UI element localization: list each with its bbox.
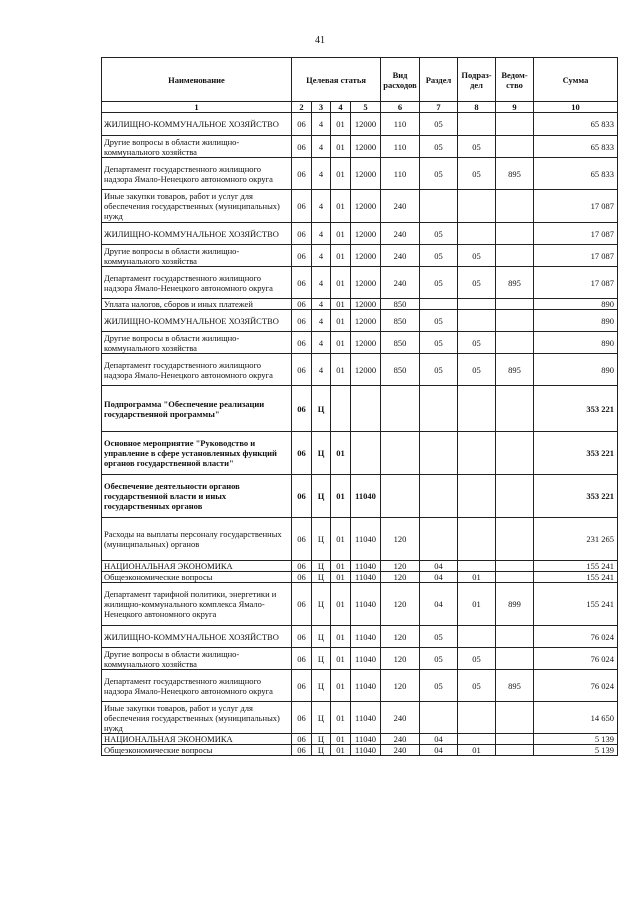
subsection-cell [458, 386, 496, 432]
target-code-cell: 06 [292, 190, 312, 223]
table-row [102, 386, 618, 432]
target-code-cell: 01 [331, 626, 351, 648]
target-code-cell: Ц [312, 670, 331, 702]
target-code-cell: 01 [331, 245, 351, 267]
target-code-cell: 06 [292, 299, 312, 310]
target-code-cell: 01 [331, 332, 351, 354]
dept-cell [496, 113, 534, 136]
sum-cell: 353 221 [534, 475, 618, 518]
row-name-cell: Департамент государственного жилищного надзора Ямало-Ненецкого автономного округа [102, 670, 292, 702]
target-code-cell: 12000 [351, 223, 381, 245]
target-code-cell: 11040 [351, 475, 381, 518]
section-cell: 04 [420, 583, 458, 626]
target-code-cell: 01 [331, 113, 351, 136]
target-code-cell: 12000 [351, 190, 381, 223]
dept-cell [496, 299, 534, 310]
target-code-cell [351, 432, 381, 475]
table-header [102, 58, 618, 102]
subsection-cell [458, 475, 496, 518]
target-code-cell: 11040 [351, 734, 381, 745]
sum-cell: 17 087 [534, 245, 618, 267]
dept-cell [496, 702, 534, 734]
target-code-cell: 01 [331, 745, 351, 756]
table-row [102, 648, 618, 670]
index-cell: 7 [420, 102, 458, 113]
target-code-cell: 06 [292, 113, 312, 136]
target-code-cell: Ц [312, 572, 331, 583]
section-cell: 04 [420, 561, 458, 572]
exp-type-cell: 240 [381, 223, 420, 245]
subsection-cell: 05 [458, 245, 496, 267]
dept-cell [496, 310, 534, 332]
subsection-cell [458, 190, 496, 223]
index-row [102, 102, 618, 113]
subsection-cell [458, 299, 496, 310]
dept-cell [496, 475, 534, 518]
row-name-cell: Департамент тарифной политики, энергетики и жилищно-коммунального комплекса Ямало-Ненецкого автономного округа [102, 583, 292, 626]
subsection-cell [458, 626, 496, 648]
subsection-cell: 05 [458, 332, 496, 354]
exp-type-cell: 110 [381, 158, 420, 190]
target-code-cell: 12000 [351, 136, 381, 158]
dept-cell [496, 745, 534, 756]
index-cell: 9 [496, 102, 534, 113]
section-cell [420, 190, 458, 223]
subsection-cell: 01 [458, 583, 496, 626]
target-code-cell: 4 [312, 299, 331, 310]
target-code-cell: 06 [292, 572, 312, 583]
index-cell: 1 [102, 102, 292, 113]
header-exp-type: Вид расходов [381, 58, 420, 102]
table-row [102, 190, 618, 223]
index-cell: 3 [312, 102, 331, 113]
target-code-cell: 01 [331, 267, 351, 299]
target-code-cell: 06 [292, 136, 312, 158]
subsection-cell: 05 [458, 158, 496, 190]
target-code-cell: 06 [292, 223, 312, 245]
target-code-cell: Ц [312, 745, 331, 756]
page-number: 41 [315, 35, 325, 46]
target-code-cell: 01 [331, 475, 351, 518]
exp-type-cell [381, 386, 420, 432]
target-code-cell: 06 [292, 267, 312, 299]
target-code-cell: 06 [292, 670, 312, 702]
target-code-cell: Ц [312, 386, 331, 432]
dept-cell [496, 332, 534, 354]
sum-cell: 5 139 [534, 745, 618, 756]
target-code-cell: 12000 [351, 310, 381, 332]
exp-type-cell: 120 [381, 518, 420, 561]
subsection-cell: 05 [458, 267, 496, 299]
table-row [102, 561, 618, 572]
section-cell: 05 [420, 223, 458, 245]
table-row [102, 136, 618, 158]
sum-cell: 76 024 [534, 670, 618, 702]
section-cell [420, 386, 458, 432]
target-code-cell [331, 386, 351, 432]
section-cell [420, 702, 458, 734]
exp-type-cell: 850 [381, 299, 420, 310]
target-code-cell: 01 [331, 299, 351, 310]
target-code-cell: 11040 [351, 745, 381, 756]
subsection-cell: 05 [458, 354, 496, 386]
subsection-cell [458, 518, 496, 561]
dept-cell [496, 223, 534, 245]
dept-cell [496, 432, 534, 475]
target-code-cell: 06 [292, 432, 312, 475]
dept-cell [496, 572, 534, 583]
exp-type-cell: 240 [381, 745, 420, 756]
row-name-cell: Другие вопросы в области жилищно-коммунального хозяйства [102, 332, 292, 354]
exp-type-cell: 850 [381, 310, 420, 332]
target-code-cell: 12000 [351, 299, 381, 310]
target-code-cell: 06 [292, 626, 312, 648]
sum-cell: 890 [534, 354, 618, 386]
table-row [102, 518, 618, 561]
table-row [102, 702, 618, 734]
sum-cell: 155 241 [534, 572, 618, 583]
exp-type-cell: 120 [381, 626, 420, 648]
dept-cell [496, 190, 534, 223]
table-row [102, 626, 618, 648]
target-code-cell: 11040 [351, 702, 381, 734]
target-code-cell: 12000 [351, 267, 381, 299]
index-cell: 5 [351, 102, 381, 113]
row-name-cell: НАЦИОНАЛЬНАЯ ЭКОНОМИКА [102, 561, 292, 572]
exp-type-cell: 120 [381, 583, 420, 626]
exp-type-cell: 240 [381, 267, 420, 299]
budget-table [101, 57, 618, 756]
target-code-cell: 01 [331, 572, 351, 583]
target-code-cell: 06 [292, 583, 312, 626]
sum-cell: 65 833 [534, 113, 618, 136]
section-cell: 05 [420, 267, 458, 299]
sum-cell: 155 241 [534, 561, 618, 572]
sum-cell: 890 [534, 310, 618, 332]
target-code-cell: 06 [292, 648, 312, 670]
dept-cell [496, 245, 534, 267]
target-code-cell: 4 [312, 223, 331, 245]
target-code-cell: 01 [331, 518, 351, 561]
exp-type-cell: 240 [381, 734, 420, 745]
target-code-cell: 06 [292, 702, 312, 734]
header-sum: Сумма [534, 58, 618, 102]
row-name-cell: ЖИЛИЩНО-КОММУНАЛЬНОЕ ХОЗЯЙСТВО [102, 113, 292, 136]
dept-cell: 895 [496, 354, 534, 386]
section-cell: 05 [420, 310, 458, 332]
target-code-cell: 01 [331, 648, 351, 670]
target-code-cell [351, 386, 381, 432]
target-code-cell: 12000 [351, 354, 381, 386]
sum-cell: 65 833 [534, 158, 618, 190]
subsection-cell [458, 702, 496, 734]
subsection-cell: 05 [458, 648, 496, 670]
index-cell: 10 [534, 102, 618, 113]
exp-type-cell: 850 [381, 332, 420, 354]
index-cell: 2 [292, 102, 312, 113]
target-code-cell: 06 [292, 386, 312, 432]
target-code-cell: Ц [312, 702, 331, 734]
target-code-cell: Ц [312, 648, 331, 670]
subsection-cell [458, 432, 496, 475]
table-row [102, 223, 618, 245]
row-name-cell: Другие вопросы в области жилищно-коммунального хозяйства [102, 136, 292, 158]
target-code-cell: 01 [331, 583, 351, 626]
section-cell: 04 [420, 572, 458, 583]
target-code-cell: 12000 [351, 245, 381, 267]
subsection-cell [458, 113, 496, 136]
dept-cell: 895 [496, 158, 534, 190]
dept-cell [496, 648, 534, 670]
row-name-cell: Другие вопросы в области жилищно-коммунального хозяйства [102, 245, 292, 267]
exp-type-cell: 120 [381, 572, 420, 583]
section-cell: 04 [420, 745, 458, 756]
sum-cell: 14 650 [534, 702, 618, 734]
section-cell: 05 [420, 670, 458, 702]
row-name-cell: Расходы на выплаты персоналу государственных (муниципальных) органов [102, 518, 292, 561]
target-code-cell: 4 [312, 267, 331, 299]
target-code-cell: 06 [292, 310, 312, 332]
exp-type-cell: 110 [381, 113, 420, 136]
exp-type-cell: 120 [381, 648, 420, 670]
target-code-cell: 4 [312, 332, 331, 354]
dept-cell: 895 [496, 267, 534, 299]
row-name-cell: Департамент государственного жилищного надзора Ямало-Ненецкого автономного округа [102, 158, 292, 190]
target-code-cell: 12000 [351, 113, 381, 136]
row-name-cell: Департамент государственного жилищного надзора Ямало-Ненецкого автономного округа [102, 354, 292, 386]
target-code-cell: 06 [292, 561, 312, 572]
row-name-cell: НАЦИОНАЛЬНАЯ ЭКОНОМИКА [102, 734, 292, 745]
header-dept: Ведом-ство [496, 58, 534, 102]
target-code-cell: Ц [312, 561, 331, 572]
section-cell: 05 [420, 354, 458, 386]
dept-cell: 899 [496, 583, 534, 626]
target-code-cell: 01 [331, 310, 351, 332]
sum-cell: 65 833 [534, 136, 618, 158]
exp-type-cell: 850 [381, 354, 420, 386]
sum-cell: 155 241 [534, 583, 618, 626]
section-cell: 05 [420, 332, 458, 354]
sum-cell: 353 221 [534, 432, 618, 475]
exp-type-cell [381, 432, 420, 475]
target-code-cell: Ц [312, 583, 331, 626]
target-code-cell: 06 [292, 475, 312, 518]
section-cell [420, 299, 458, 310]
exp-type-cell: 120 [381, 670, 420, 702]
subsection-cell: 05 [458, 670, 496, 702]
section-cell: 05 [420, 626, 458, 648]
target-code-cell: Ц [312, 475, 331, 518]
target-code-cell: 4 [312, 158, 331, 190]
sum-cell: 890 [534, 299, 618, 310]
target-code-cell: 11040 [351, 648, 381, 670]
row-name-cell: Обеспечение деятельности органов государственной власти и иных государственных органов [102, 475, 292, 518]
target-code-cell: Ц [312, 432, 331, 475]
header-name: Наименование [102, 58, 292, 102]
exp-type-cell: 120 [381, 561, 420, 572]
target-code-cell: 11040 [351, 561, 381, 572]
exp-type-cell: 240 [381, 245, 420, 267]
table-row [102, 299, 618, 310]
target-code-cell: 12000 [351, 332, 381, 354]
target-code-cell: 06 [292, 518, 312, 561]
sum-cell: 5 139 [534, 734, 618, 745]
target-code-cell: 4 [312, 354, 331, 386]
index-cell: 6 [381, 102, 420, 113]
target-code-cell: 06 [292, 745, 312, 756]
table-row [102, 245, 618, 267]
subsection-cell [458, 310, 496, 332]
target-code-cell: 01 [331, 702, 351, 734]
table-row [102, 734, 618, 745]
row-name-cell: Подпрограмма "Обеспечение реализации государственной программы" [102, 386, 292, 432]
subsection-cell [458, 561, 496, 572]
sum-cell: 231 265 [534, 518, 618, 561]
sum-cell: 353 221 [534, 386, 618, 432]
section-cell [420, 475, 458, 518]
target-code-cell: 01 [331, 354, 351, 386]
row-name-cell: Основное мероприятие "Руководство и управление в сфере установленных функций органов государственной власти" [102, 432, 292, 475]
section-cell: 05 [420, 136, 458, 158]
row-name-cell: Другие вопросы в области жилищно-коммунального хозяйства [102, 648, 292, 670]
section-cell: 05 [420, 648, 458, 670]
exp-type-cell: 240 [381, 702, 420, 734]
row-name-cell: ЖИЛИЩНО-КОММУНАЛЬНОЕ ХОЗЯЙСТВО [102, 223, 292, 245]
target-code-cell: 4 [312, 310, 331, 332]
header-target: Целевая статья [292, 58, 381, 102]
subsection-cell: 05 [458, 136, 496, 158]
sum-cell: 17 087 [534, 267, 618, 299]
section-cell [420, 432, 458, 475]
target-code-cell: 01 [331, 136, 351, 158]
table-row [102, 354, 618, 386]
target-code-cell: 01 [331, 158, 351, 190]
target-code-cell: 4 [312, 113, 331, 136]
target-code-cell: 01 [331, 670, 351, 702]
row-name-cell: Общеэкономические вопросы [102, 572, 292, 583]
target-code-cell: 06 [292, 158, 312, 190]
table-row [102, 745, 618, 756]
header-subsection: Подраз-дел [458, 58, 496, 102]
index-cell: 4 [331, 102, 351, 113]
subsection-cell: 01 [458, 745, 496, 756]
table-row [102, 310, 618, 332]
target-code-cell: 06 [292, 332, 312, 354]
subsection-cell [458, 223, 496, 245]
index-cell: 8 [458, 102, 496, 113]
target-code-cell: 11040 [351, 670, 381, 702]
target-code-cell: Ц [312, 518, 331, 561]
target-code-cell: 01 [331, 734, 351, 745]
subsection-cell [458, 734, 496, 745]
table-row [102, 670, 618, 702]
target-code-cell: 01 [331, 223, 351, 245]
table-row [102, 475, 618, 518]
target-code-cell: 12000 [351, 158, 381, 190]
sum-cell: 17 087 [534, 190, 618, 223]
sum-cell: 17 087 [534, 223, 618, 245]
row-name-cell: Общеэкономические вопросы [102, 745, 292, 756]
table-row [102, 583, 618, 626]
row-name-cell: ЖИЛИЩНО-КОММУНАЛЬНОЕ ХОЗЯЙСТВО [102, 626, 292, 648]
row-name-cell: Иные закупки товаров, работ и услуг для обеспечения государственных (муниципальных) нужд [102, 702, 292, 734]
row-name-cell: Иные закупки товаров, работ и услуг для обеспечения государственных (муниципальных) нужд [102, 190, 292, 223]
dept-cell [496, 386, 534, 432]
table-row [102, 158, 618, 190]
target-code-cell: 11040 [351, 518, 381, 561]
subsection-cell: 01 [458, 572, 496, 583]
table-row [102, 572, 618, 583]
exp-type-cell [381, 475, 420, 518]
target-code-cell: 4 [312, 245, 331, 267]
dept-cell [496, 626, 534, 648]
section-cell: 05 [420, 113, 458, 136]
section-cell: 05 [420, 245, 458, 267]
section-cell: 05 [420, 158, 458, 190]
sum-cell: 76 024 [534, 648, 618, 670]
target-code-cell: 4 [312, 136, 331, 158]
target-code-cell: 11040 [351, 572, 381, 583]
target-code-cell: Ц [312, 626, 331, 648]
table-row [102, 332, 618, 354]
target-code-cell: Ц [312, 734, 331, 745]
row-name-cell: Департамент государственного жилищного надзора Ямало-Ненецкого автономного округа [102, 267, 292, 299]
target-code-cell: 06 [292, 354, 312, 386]
sum-cell: 890 [534, 332, 618, 354]
dept-cell [496, 734, 534, 745]
target-code-cell: 11040 [351, 583, 381, 626]
target-code-cell: 01 [331, 432, 351, 475]
header-section: Раздел [420, 58, 458, 102]
dept-cell: 895 [496, 670, 534, 702]
exp-type-cell: 110 [381, 136, 420, 158]
table-row [102, 267, 618, 299]
dept-cell [496, 518, 534, 561]
row-name-cell: ЖИЛИЩНО-КОММУНАЛЬНОЕ ХОЗЯЙСТВО [102, 310, 292, 332]
table-row [102, 113, 618, 136]
target-code-cell: 4 [312, 190, 331, 223]
target-code-cell: 11040 [351, 626, 381, 648]
table-row [102, 432, 618, 475]
target-code-cell: 01 [331, 190, 351, 223]
target-code-cell: 01 [331, 561, 351, 572]
exp-type-cell: 240 [381, 190, 420, 223]
dept-cell [496, 136, 534, 158]
section-cell: 04 [420, 734, 458, 745]
row-name-cell: Уплата налогов, сборов и иных платежей [102, 299, 292, 310]
dept-cell [496, 561, 534, 572]
sum-cell: 76 024 [534, 626, 618, 648]
target-code-cell: 06 [292, 734, 312, 745]
section-cell [420, 518, 458, 561]
target-code-cell: 06 [292, 245, 312, 267]
